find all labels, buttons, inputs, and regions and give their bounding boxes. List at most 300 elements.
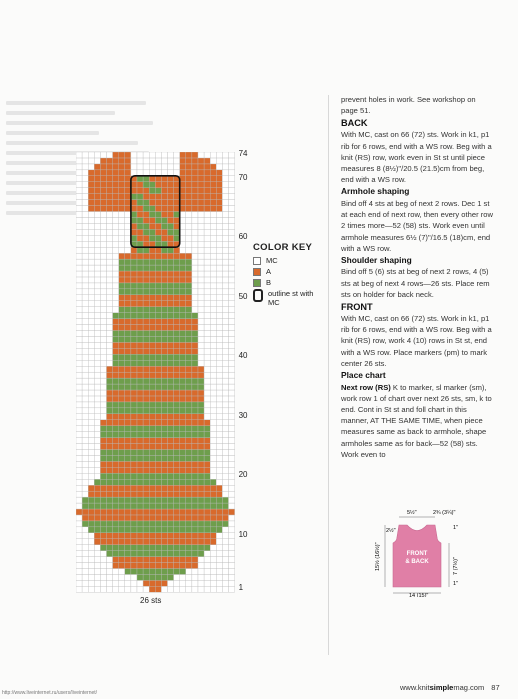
chart-cell bbox=[216, 152, 222, 158]
chart-cell bbox=[161, 295, 167, 301]
chart-cell bbox=[229, 241, 235, 247]
chart-cell bbox=[210, 491, 216, 497]
chart-cell bbox=[119, 247, 125, 253]
chart-cell bbox=[113, 569, 119, 575]
chart-cell bbox=[100, 444, 106, 450]
chart-cell bbox=[174, 467, 180, 473]
chart-cell bbox=[88, 539, 94, 545]
chart-cell bbox=[113, 295, 119, 301]
chart-cell bbox=[137, 301, 143, 307]
chart-cell bbox=[137, 426, 143, 432]
chart-cell bbox=[229, 194, 235, 200]
chart-cell bbox=[180, 408, 186, 414]
chart-cell bbox=[198, 176, 204, 182]
chart-cell bbox=[88, 521, 94, 527]
chart-cell bbox=[222, 158, 228, 164]
chart-cell bbox=[198, 563, 204, 569]
chart-cell bbox=[216, 485, 222, 491]
chart-cell bbox=[168, 574, 174, 580]
chart-cell bbox=[192, 491, 198, 497]
chart-cell bbox=[180, 152, 186, 158]
chart-cell bbox=[149, 217, 155, 223]
chart-cell bbox=[119, 485, 125, 491]
chart-cell bbox=[174, 563, 180, 569]
chart-cell bbox=[113, 331, 119, 337]
chart-cell bbox=[161, 235, 167, 241]
chart-cell bbox=[155, 426, 161, 432]
chart-cell bbox=[113, 467, 119, 473]
chart-cell bbox=[210, 586, 216, 592]
chart-cell bbox=[161, 455, 167, 461]
chart-cell bbox=[100, 426, 106, 432]
chart-cell bbox=[76, 259, 82, 265]
chart-cell bbox=[216, 366, 222, 372]
chart-cell bbox=[94, 515, 100, 521]
chart-cell bbox=[216, 450, 222, 456]
chart-cell bbox=[174, 444, 180, 450]
row-label: 74 bbox=[238, 149, 248, 158]
chart-cell bbox=[100, 229, 106, 235]
chart-cell bbox=[180, 283, 186, 289]
chart-cell bbox=[119, 354, 125, 360]
chart-cell bbox=[131, 247, 137, 253]
chart-cell bbox=[204, 402, 210, 408]
chart-cell bbox=[119, 390, 125, 396]
chart-cell bbox=[229, 200, 235, 206]
chart-cell bbox=[94, 563, 100, 569]
chart-cell bbox=[137, 212, 143, 218]
chart-cell bbox=[100, 319, 106, 325]
chart-cell bbox=[100, 188, 106, 194]
chart-cell bbox=[229, 342, 235, 348]
chart-cell bbox=[119, 200, 125, 206]
chart-cell bbox=[143, 158, 149, 164]
chart-cell bbox=[210, 497, 216, 503]
swatch-mc bbox=[253, 257, 261, 265]
chart-cell bbox=[76, 450, 82, 456]
chart-cell bbox=[100, 402, 106, 408]
chart-cell bbox=[143, 217, 149, 223]
chart-cell bbox=[180, 479, 186, 485]
chart-cell bbox=[100, 533, 106, 539]
chart-cell bbox=[161, 360, 167, 366]
chart-cell bbox=[137, 319, 143, 325]
schematic-label-line1: FRONT bbox=[406, 551, 428, 557]
chart-cell bbox=[174, 574, 180, 580]
chart-cell bbox=[216, 188, 222, 194]
chart-cell bbox=[174, 247, 180, 253]
chart-cell bbox=[174, 372, 180, 378]
chart-cell bbox=[168, 515, 174, 521]
chart-cell bbox=[88, 479, 94, 485]
chart-cell bbox=[192, 354, 198, 360]
chart-cell bbox=[137, 158, 143, 164]
chart-cell bbox=[149, 461, 155, 467]
chart-cell bbox=[149, 521, 155, 527]
chart-cell bbox=[204, 235, 210, 241]
chart-cell bbox=[107, 527, 113, 533]
chart-cell bbox=[113, 509, 119, 515]
chart-cell bbox=[192, 503, 198, 509]
chart-cell bbox=[192, 235, 198, 241]
chart-cell bbox=[216, 509, 222, 515]
chart-cell bbox=[180, 432, 186, 438]
chart-cell bbox=[82, 331, 88, 337]
chart-cell bbox=[143, 497, 149, 503]
chart-cell bbox=[125, 331, 131, 337]
chart-cell bbox=[94, 390, 100, 396]
chart-cell bbox=[155, 586, 161, 592]
chart-cell bbox=[94, 289, 100, 295]
chart-cell bbox=[131, 259, 137, 265]
chart-cell bbox=[186, 366, 192, 372]
chart-cell bbox=[82, 563, 88, 569]
chart-cell bbox=[131, 485, 137, 491]
chart-cell bbox=[119, 319, 125, 325]
chart-cell bbox=[216, 259, 222, 265]
chart-cell bbox=[131, 479, 137, 485]
color-key bbox=[253, 242, 333, 309]
chart-cell bbox=[119, 253, 125, 259]
chart-cell bbox=[186, 289, 192, 295]
chart-cell bbox=[204, 521, 210, 527]
chart-cell bbox=[100, 450, 106, 456]
chart-cell bbox=[113, 533, 119, 539]
chart-cell bbox=[82, 354, 88, 360]
chart-cell bbox=[198, 408, 204, 414]
chart-cell bbox=[137, 342, 143, 348]
chart-cell bbox=[107, 158, 113, 164]
chart-cell bbox=[100, 283, 106, 289]
chart-cell bbox=[125, 461, 131, 467]
chart-cell bbox=[125, 366, 131, 372]
chart-cell bbox=[198, 497, 204, 503]
chart-cell bbox=[174, 497, 180, 503]
chart-cell bbox=[186, 336, 192, 342]
chart-cell bbox=[229, 450, 235, 456]
chart-cell bbox=[149, 515, 155, 521]
chart-cell bbox=[107, 438, 113, 444]
chart-cell bbox=[180, 527, 186, 533]
chart-cell bbox=[180, 271, 186, 277]
chart-cell bbox=[161, 574, 167, 580]
chart-cell bbox=[149, 354, 155, 360]
chart-cell bbox=[216, 557, 222, 563]
chart-cell bbox=[137, 259, 143, 265]
chart-cell bbox=[100, 473, 106, 479]
chart-cell bbox=[161, 461, 167, 467]
chart-cell bbox=[113, 235, 119, 241]
key-item-b: B bbox=[253, 278, 333, 287]
chart-cell bbox=[125, 336, 131, 342]
chart-cell bbox=[222, 241, 228, 247]
chart-cell bbox=[168, 206, 174, 212]
color-key-title: COLOR KEY bbox=[253, 242, 313, 253]
chart-cell bbox=[131, 360, 137, 366]
chart-cell bbox=[149, 194, 155, 200]
chart-cell bbox=[210, 247, 216, 253]
chart-cell bbox=[137, 551, 143, 557]
chart-cell bbox=[174, 265, 180, 271]
chart-cell bbox=[229, 182, 235, 188]
chart-cell bbox=[113, 223, 119, 229]
chart-cell bbox=[100, 331, 106, 337]
chart-cell bbox=[180, 336, 186, 342]
chart-cell bbox=[149, 455, 155, 461]
chart-cell bbox=[94, 521, 100, 527]
chart-cell bbox=[100, 503, 106, 509]
chart-cell bbox=[168, 455, 174, 461]
chart-cell bbox=[131, 491, 137, 497]
chart-cell bbox=[149, 557, 155, 563]
chart-cell bbox=[192, 200, 198, 206]
chart-cell bbox=[168, 366, 174, 372]
chart-cell bbox=[137, 182, 143, 188]
chart-cell bbox=[88, 432, 94, 438]
chart-cell bbox=[198, 235, 204, 241]
chart-cell bbox=[222, 289, 228, 295]
chart-cell bbox=[149, 241, 155, 247]
chart-cell bbox=[186, 283, 192, 289]
chart-cell bbox=[216, 390, 222, 396]
chart-cell bbox=[210, 366, 216, 372]
chart-cell bbox=[186, 563, 192, 569]
chart-cell bbox=[198, 342, 204, 348]
chart-cell bbox=[161, 491, 167, 497]
chart-cell bbox=[210, 485, 216, 491]
chart-cell bbox=[82, 408, 88, 414]
chart-cell bbox=[192, 545, 198, 551]
chart-cell bbox=[125, 241, 131, 247]
chart-cell bbox=[198, 295, 204, 301]
chart-cell bbox=[168, 241, 174, 247]
chart-cell bbox=[149, 497, 155, 503]
chart-cell bbox=[204, 372, 210, 378]
chart-cell bbox=[155, 247, 161, 253]
chart-cell bbox=[113, 497, 119, 503]
chart-cell bbox=[76, 289, 82, 295]
chart-cell bbox=[216, 414, 222, 420]
chart-cell bbox=[210, 223, 216, 229]
chart-cell bbox=[216, 265, 222, 271]
chart-cell bbox=[82, 485, 88, 491]
chart-cell bbox=[125, 551, 131, 557]
chart-cell bbox=[100, 200, 106, 206]
chart-cell bbox=[174, 170, 180, 176]
chart-cell bbox=[192, 450, 198, 456]
chart-cell bbox=[204, 277, 210, 283]
chart-cell bbox=[229, 497, 235, 503]
chart-cell bbox=[180, 265, 186, 271]
chart-cell bbox=[113, 366, 119, 372]
dim-top-right: 1" bbox=[453, 525, 459, 531]
chart-cell bbox=[137, 545, 143, 551]
chart-cell bbox=[210, 253, 216, 259]
chart-cell bbox=[155, 569, 161, 575]
chart-cell bbox=[143, 152, 149, 158]
chart-cell bbox=[222, 497, 228, 503]
chart-cell bbox=[119, 325, 125, 331]
chart-cell bbox=[168, 432, 174, 438]
chart-cell bbox=[186, 586, 192, 592]
chart-cell bbox=[198, 551, 204, 557]
chart-cell bbox=[113, 164, 119, 170]
chart-cell bbox=[131, 229, 137, 235]
chart-cell bbox=[88, 301, 94, 307]
chart-cell bbox=[137, 188, 143, 194]
chart-cell bbox=[222, 217, 228, 223]
chart-cell bbox=[131, 444, 137, 450]
chart-cell bbox=[149, 408, 155, 414]
chart-cell bbox=[88, 533, 94, 539]
chart-cell bbox=[180, 206, 186, 212]
chart-cell bbox=[88, 461, 94, 467]
chart-cell bbox=[180, 444, 186, 450]
chart-cell bbox=[180, 586, 186, 592]
chart-cell bbox=[143, 307, 149, 313]
chart-cell bbox=[180, 223, 186, 229]
chart-cell bbox=[155, 509, 161, 515]
chart-cell bbox=[119, 170, 125, 176]
chart-cell bbox=[216, 384, 222, 390]
chart-cell bbox=[88, 271, 94, 277]
chart-cell bbox=[161, 342, 167, 348]
chart-cell bbox=[76, 366, 82, 372]
chart-cell bbox=[107, 378, 113, 384]
chart-cell bbox=[107, 301, 113, 307]
dim-shoulder: 2¾ (3¼)" bbox=[433, 510, 456, 516]
chart-cell bbox=[161, 426, 167, 432]
chart-cell bbox=[192, 223, 198, 229]
chart-cell bbox=[161, 551, 167, 557]
chart-cell bbox=[82, 188, 88, 194]
chart-cell bbox=[94, 200, 100, 206]
chart-cell bbox=[229, 580, 235, 586]
chart-cell bbox=[143, 390, 149, 396]
chart-cell bbox=[192, 372, 198, 378]
chart-cell bbox=[155, 384, 161, 390]
chart-cell bbox=[216, 313, 222, 319]
chart-cell bbox=[131, 206, 137, 212]
chart-cell bbox=[107, 194, 113, 200]
chart-cell bbox=[143, 533, 149, 539]
chart-cell bbox=[143, 580, 149, 586]
chart-cell bbox=[192, 360, 198, 366]
chart-cell bbox=[229, 420, 235, 426]
chart-cell bbox=[186, 271, 192, 277]
chart-cell bbox=[192, 515, 198, 521]
chart-cell bbox=[222, 485, 228, 491]
chart-cell bbox=[107, 402, 113, 408]
chart-cell bbox=[119, 259, 125, 265]
chart-cell bbox=[204, 455, 210, 461]
chart-cell bbox=[161, 348, 167, 354]
chart-cell bbox=[168, 426, 174, 432]
chart-cell bbox=[94, 217, 100, 223]
chart-cell bbox=[143, 378, 149, 384]
chart-cell bbox=[76, 331, 82, 337]
chart-cell bbox=[210, 574, 216, 580]
chart-cell bbox=[113, 444, 119, 450]
chart-cell bbox=[119, 188, 125, 194]
chart-cell bbox=[186, 331, 192, 337]
chart-cell bbox=[155, 539, 161, 545]
chart-cell bbox=[229, 515, 235, 521]
chart-cell bbox=[107, 247, 113, 253]
chart-cell bbox=[222, 432, 228, 438]
chart-cell bbox=[143, 515, 149, 521]
chart-cell bbox=[174, 194, 180, 200]
chart-cell bbox=[210, 503, 216, 509]
chart-cell bbox=[143, 229, 149, 235]
chart-cell bbox=[204, 247, 210, 253]
chart-cell bbox=[119, 473, 125, 479]
chart-cell bbox=[198, 158, 204, 164]
chart-cell bbox=[107, 384, 113, 390]
chart-cell bbox=[180, 533, 186, 539]
chart-cell bbox=[94, 348, 100, 354]
chart-cell bbox=[216, 461, 222, 467]
chart-cell bbox=[204, 450, 210, 456]
chart-cell bbox=[131, 569, 137, 575]
chart-cell bbox=[155, 372, 161, 378]
chart-cell bbox=[113, 229, 119, 235]
chart-cell bbox=[149, 313, 155, 319]
chart-cell bbox=[192, 396, 198, 402]
chart-cell bbox=[174, 485, 180, 491]
chart-cell bbox=[94, 283, 100, 289]
chart-cell bbox=[100, 348, 106, 354]
chart-cell bbox=[222, 569, 228, 575]
chart-cell bbox=[113, 408, 119, 414]
chart-cell bbox=[155, 360, 161, 366]
chart-cell bbox=[198, 259, 204, 265]
chart-cell bbox=[180, 176, 186, 182]
chart-cell bbox=[107, 229, 113, 235]
chart-cell bbox=[137, 164, 143, 170]
chart-cell bbox=[125, 563, 131, 569]
chart-cell bbox=[107, 200, 113, 206]
chart-cell bbox=[180, 194, 186, 200]
chart-cell bbox=[222, 450, 228, 456]
chart-cell bbox=[180, 420, 186, 426]
chart-cell bbox=[216, 360, 222, 366]
instruction-paragraph: prevent holes in work. See workshop on page 51. bbox=[341, 95, 476, 116]
chart-cell bbox=[192, 586, 198, 592]
chart-cell bbox=[149, 336, 155, 342]
chart-cell bbox=[88, 378, 94, 384]
chart-cell bbox=[210, 450, 216, 456]
chart-cell bbox=[216, 331, 222, 337]
chart-cell bbox=[229, 527, 235, 533]
chart-cell bbox=[186, 491, 192, 497]
chart-cell bbox=[216, 289, 222, 295]
chart-cell bbox=[119, 164, 125, 170]
chart-cell bbox=[113, 217, 119, 223]
chart-cell bbox=[143, 253, 149, 259]
chart-cell bbox=[137, 479, 143, 485]
chart-cell bbox=[192, 473, 198, 479]
chart-cell bbox=[222, 253, 228, 259]
chart-cell bbox=[155, 390, 161, 396]
chart-cell bbox=[143, 521, 149, 527]
chart-cell bbox=[186, 206, 192, 212]
chart-cell bbox=[210, 194, 216, 200]
chart-cell bbox=[204, 360, 210, 366]
chart-cell bbox=[192, 366, 198, 372]
chart-cell bbox=[143, 354, 149, 360]
chart-cell bbox=[216, 336, 222, 342]
